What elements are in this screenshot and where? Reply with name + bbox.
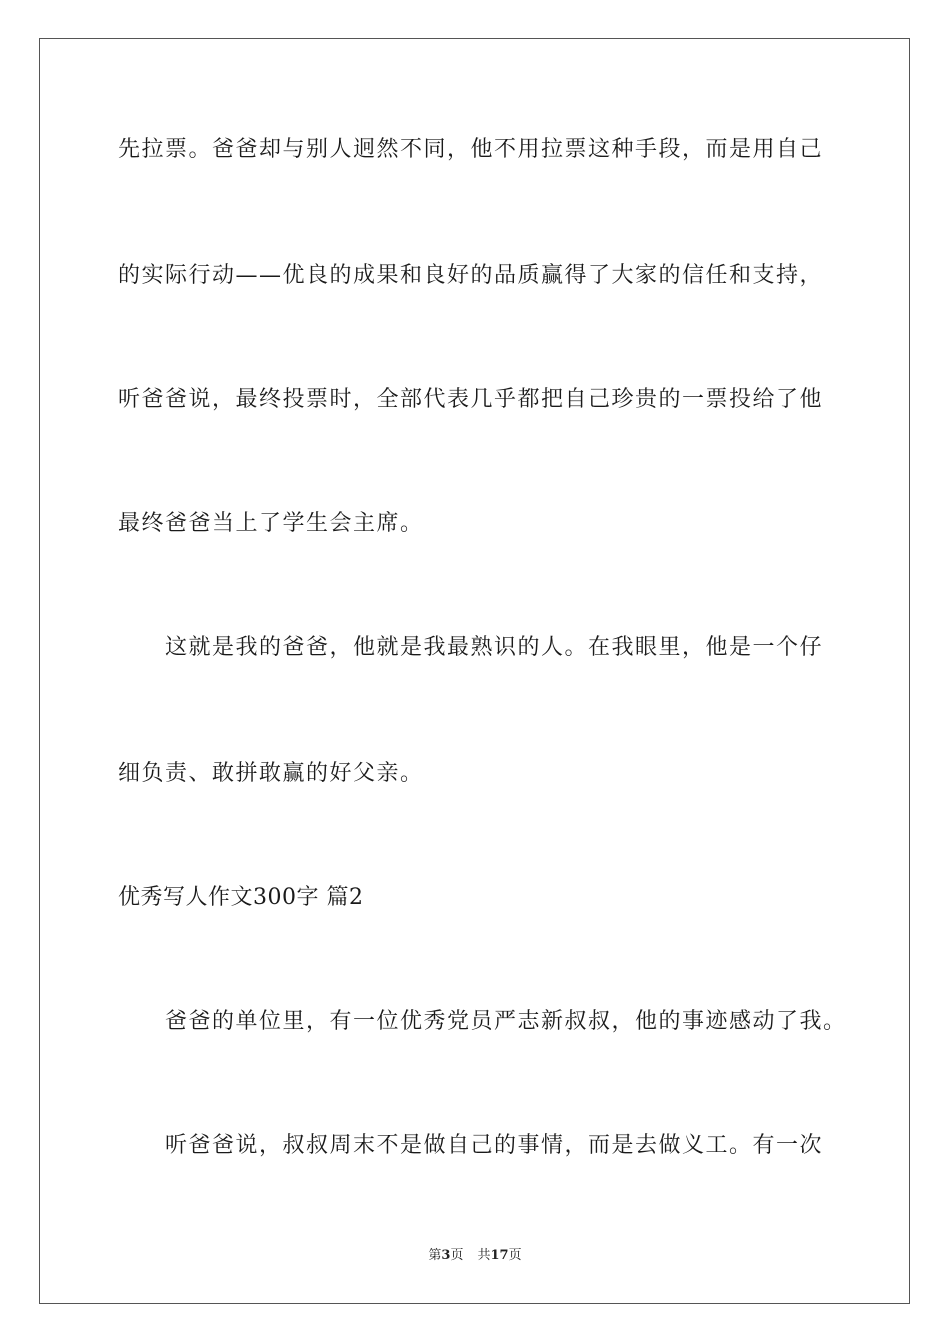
page-border — [39, 38, 910, 1304]
paragraph-line-5: 这就是我的爸爸，他就是我最熟识的人。在我眼里，他是一个仔 — [165, 635, 824, 660]
page-footer — [0, 1247, 950, 1265]
footer-page-number: 3 — [441, 1248, 451, 1263]
paragraph-line-3: 听爸爸说，最终投票时，全部代表几乎都把自己珍贵的一票投给了他 — [118, 387, 824, 412]
paragraph-line-4: 最终爸爸当上了学生会主席。 — [118, 511, 424, 536]
paragraph-line-8: 听爸爸说，叔叔周末不是做自己的事情，而是去做义工。有一次 — [165, 1133, 824, 1158]
paragraph-line-1: 先拉票。爸爸却与别人迥然不同，他不用拉票这种手段，而是用自己 — [118, 137, 824, 162]
paragraph-line-6: 细负责、敢拼敢赢的好父亲。 — [118, 761, 424, 786]
footer-page-prefix: 第 — [428, 1248, 442, 1263]
paragraph-line-7: 爸爸的单位里，有一位优秀党员严志新叔叔，他的事迹感动了我。 — [165, 1009, 847, 1034]
footer-page-suffix: 页 — [450, 1248, 464, 1263]
footer-total-pages: 17 — [490, 1248, 509, 1263]
footer-total-prefix: 共 — [477, 1248, 491, 1263]
section-heading: 优秀写人作文300字 篇2 — [118, 885, 364, 910]
paragraph-line-2: 的实际行动——优良的成果和良好的品质赢得了大家的信任和支持， — [118, 263, 824, 288]
footer-total-suffix: 页 — [508, 1248, 522, 1263]
